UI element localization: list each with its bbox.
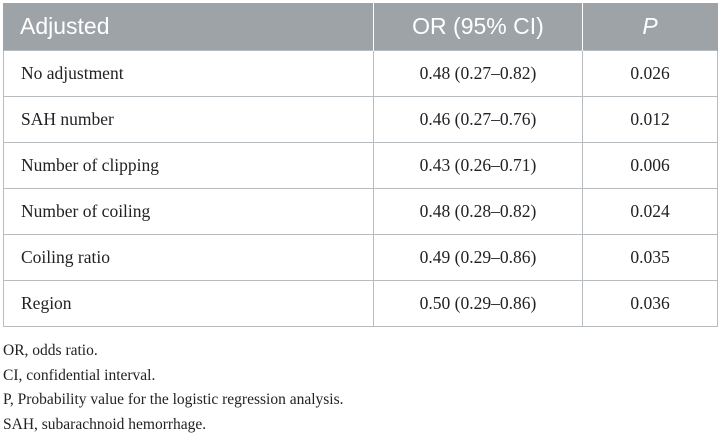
cell-p-value: 0.012 bbox=[583, 97, 718, 143]
table-header-row bbox=[4, 3, 718, 51]
footnote-sah: SAH, subarachnoid hemorrhage. bbox=[3, 415, 207, 433]
regression-table bbox=[3, 3, 718, 327]
cell-p-value: 0.035 bbox=[583, 235, 718, 281]
cell-or-ci: 0.48 (0.27–0.82) bbox=[374, 51, 583, 97]
cell-or-ci: 0.46 (0.27–0.76) bbox=[374, 97, 583, 143]
cell-adjustment: SAH number bbox=[4, 97, 374, 143]
table-row bbox=[4, 51, 718, 97]
footnote-ci: CI, confidential interval. bbox=[3, 366, 156, 384]
footnote-or: OR, odds ratio. bbox=[3, 342, 98, 359]
cell-or-ci: 0.49 (0.29–0.86) bbox=[374, 235, 583, 281]
footnote-p: P, Probability value for the logistic regression analysis. bbox=[3, 391, 344, 408]
header-or-ci: OR (95% CI) bbox=[374, 3, 583, 51]
cell-p-value: 0.006 bbox=[583, 143, 718, 189]
cell-adjustment: Coiling ratio bbox=[4, 235, 374, 281]
table-figure bbox=[3, 3, 717, 437]
cell-or-ci: 0.48 (0.28–0.82) bbox=[374, 189, 583, 235]
table-row bbox=[4, 143, 718, 189]
table-row bbox=[4, 97, 718, 143]
cell-or-ci: 0.43 (0.26–0.71) bbox=[374, 143, 583, 189]
cell-p-value: 0.024 bbox=[583, 189, 718, 235]
cell-p-value: 0.036 bbox=[583, 281, 718, 327]
cell-or-ci: 0.50 (0.29–0.86) bbox=[374, 281, 583, 327]
cell-p-value: 0.026 bbox=[583, 51, 718, 97]
cell-adjustment: Region bbox=[4, 281, 374, 327]
cell-adjustment: Number of coiling bbox=[4, 189, 374, 235]
table-row bbox=[4, 189, 718, 235]
header-adjusted: Adjusted bbox=[4, 3, 374, 51]
cell-adjustment: No adjustment bbox=[4, 51, 374, 97]
table-row bbox=[4, 281, 718, 327]
cell-adjustment: Number of clipping bbox=[4, 143, 374, 189]
header-p: P bbox=[583, 3, 718, 51]
table-row bbox=[4, 235, 718, 281]
table-footnotes bbox=[3, 339, 717, 437]
